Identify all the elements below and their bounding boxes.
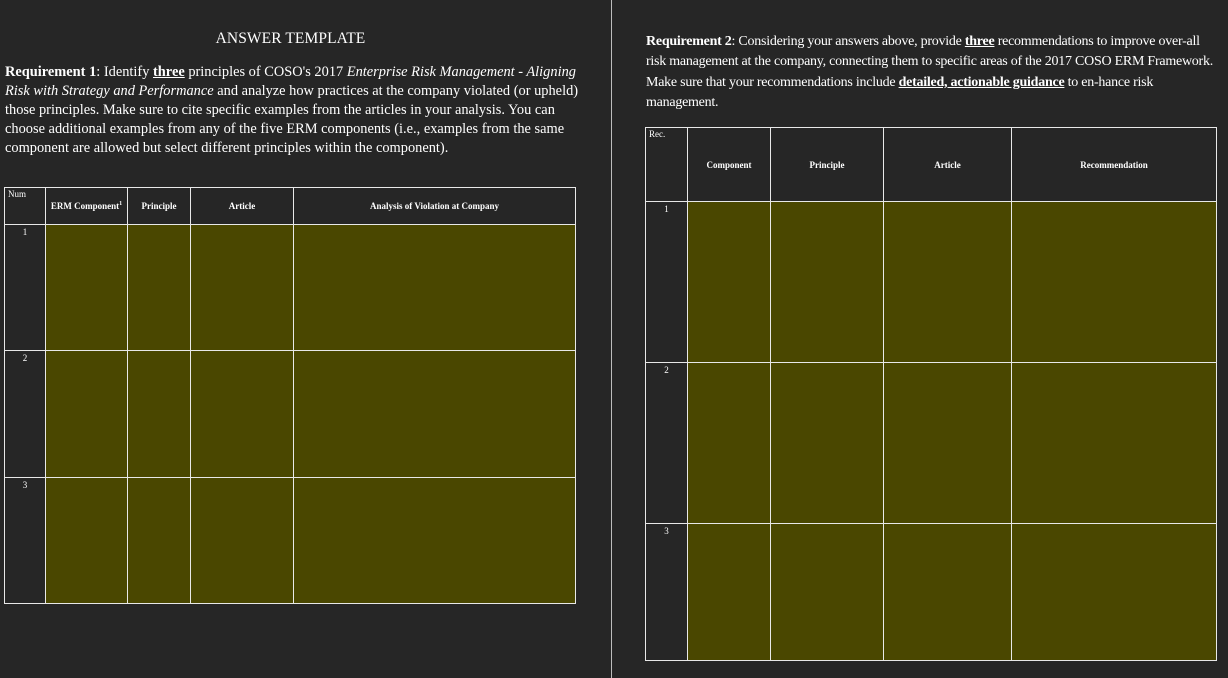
- recommendation-cell[interactable]: [1012, 202, 1217, 363]
- answer-table-2: [645, 127, 1217, 661]
- requirement-2-emphasis: three: [964, 34, 995, 49]
- component-cell[interactable]: [688, 524, 771, 661]
- requirement-1-part3: and analyze how practices at the company violated (or upheld) those principles. Make sure to cite specific examples from the articles in your analysis. You can choose additional examples from any of the five ERM components (i.e., examples from the same component are allowed but select different principles within the component).: [5, 83, 579, 156]
- requirement-1-label: Requirement 1: [5, 64, 97, 80]
- row-number: 3: [646, 524, 688, 661]
- footnote-marker: 1: [119, 201, 123, 207]
- requirement-2-part3: to en-hance risk management.: [646, 74, 1154, 110]
- header-analysis: Analysis of Violation at Company: [294, 188, 576, 225]
- header-num: Num: [5, 188, 46, 225]
- principle-cell[interactable]: [128, 225, 191, 351]
- principle-cell[interactable]: [128, 351, 191, 478]
- table-row: [5, 478, 576, 604]
- page-title: ANSWER TEMPLATE: [215, 30, 366, 47]
- erm-component-cell[interactable]: [46, 351, 128, 478]
- row-number: 2: [646, 363, 688, 524]
- table-header-row: [646, 128, 1217, 202]
- header-rec: Rec.: [646, 128, 688, 202]
- article-cell[interactable]: [191, 478, 294, 604]
- article-cell[interactable]: [884, 202, 1012, 363]
- requirement-1-text: [5, 63, 585, 158]
- header-principle: Principle: [771, 128, 884, 202]
- header-recommendation: Recommendation: [1012, 128, 1217, 202]
- header-erm-component: ERM Component$^1$: [46, 188, 128, 225]
- table-row: [646, 202, 1217, 363]
- requirement-1-book-title: Enterprise Risk Management - Aligning Risk with Strategy and Performance: [5, 64, 576, 99]
- erm-component-cell[interactable]: [46, 225, 128, 351]
- recommendation-cell[interactable]: [1012, 524, 1217, 661]
- principle-cell[interactable]: [771, 363, 884, 524]
- right-page: [613, 0, 1228, 678]
- requirement-1-part1: : Identify: [96, 64, 154, 80]
- table-row: [5, 225, 576, 351]
- erm-component-cell[interactable]: [46, 478, 128, 604]
- analysis-cell[interactable]: [294, 351, 576, 478]
- analysis-cell[interactable]: [294, 478, 576, 604]
- header-article: Article: [884, 128, 1012, 202]
- component-cell[interactable]: [688, 202, 771, 363]
- component-cell[interactable]: [688, 363, 771, 524]
- article-cell[interactable]: [884, 524, 1012, 661]
- requirement-1-part2: principles of COSO's 2017: [184, 64, 347, 80]
- principle-cell[interactable]: [771, 202, 884, 363]
- table-row: [5, 351, 576, 478]
- page-divider: [611, 0, 612, 678]
- article-cell[interactable]: [191, 225, 294, 351]
- requirement-2-part2: recommendations to improve over-all risk management at the company, connecting them to specific areas of the 2017 COSO ERM Framework. Make sure that your recommendations include: [646, 34, 1213, 90]
- principle-cell[interactable]: [128, 478, 191, 604]
- row-number: 2: [5, 351, 46, 478]
- answer-table-1: [4, 187, 576, 604]
- row-number: 3: [5, 478, 46, 604]
- recommendation-cell[interactable]: [1012, 363, 1217, 524]
- article-cell[interactable]: [884, 363, 1012, 524]
- table-row: [646, 524, 1217, 661]
- article-cell[interactable]: [191, 351, 294, 478]
- requirement-2-text: [646, 32, 1221, 113]
- header-article: Article: [191, 188, 294, 225]
- requirement-2-emphasis-2: detailed, actionable guidance: [898, 74, 1065, 90]
- row-number: 1: [646, 202, 688, 363]
- table-header-row: [5, 188, 576, 225]
- header-component: Component: [688, 128, 771, 202]
- row-number: 1: [5, 225, 46, 351]
- requirement-2-label: Requirement 2: [646, 34, 732, 49]
- analysis-cell[interactable]: [294, 225, 576, 351]
- header-principle: Principle: [128, 188, 191, 225]
- table-row: [646, 363, 1217, 524]
- principle-cell[interactable]: [771, 524, 884, 661]
- requirement-1-emphasis: three: [153, 64, 185, 80]
- left-page: [0, 0, 611, 678]
- requirement-2-part1: : Considering your answers above, provide: [731, 34, 965, 49]
